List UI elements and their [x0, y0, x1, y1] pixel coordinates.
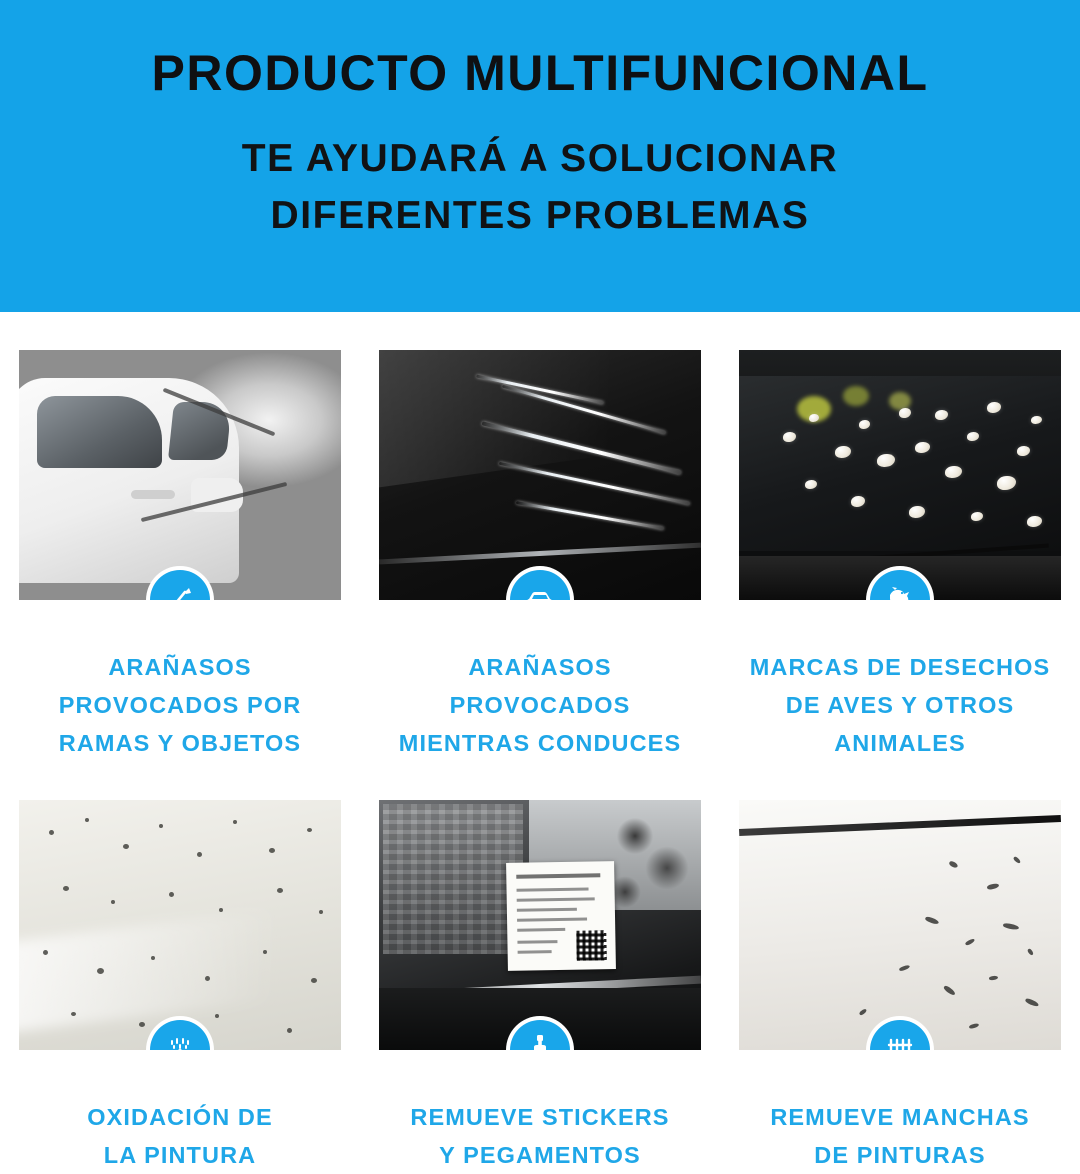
rust-spot [307, 828, 312, 832]
photo-paint-oxidation [19, 800, 341, 1050]
sticker-text-line [517, 888, 589, 892]
paint-mark [1003, 923, 1020, 931]
caption-line: PROVOCADOS [449, 692, 631, 719]
photo-windshield-droppings [739, 350, 1061, 600]
benefits-grid [0, 312, 1080, 1169]
paint-stains-icon [870, 1020, 930, 1050]
page-title: PRODUCTO MULTIFUNCIONAL [151, 45, 929, 101]
sticker-text-line [518, 950, 552, 954]
caption-line: RAMAS Y OBJETOS [58, 730, 302, 757]
sticker-text-line [517, 898, 595, 902]
paint-mark [965, 938, 976, 946]
rust-spot [49, 830, 54, 835]
caption-line: ARAÑASOS [108, 654, 252, 680]
header-subtitle-line-2: DIFERENTES PROBLEMAS [270, 193, 810, 237]
caption-line: Y PEGAMENTOS [439, 1142, 641, 1169]
car-icon [510, 570, 570, 600]
grid-cell-oxidation [0, 762, 360, 1174]
caption-line: OXIDACIÓN DE [87, 1104, 273, 1131]
paint-mark [948, 861, 958, 869]
caption-stickers [410, 1098, 669, 1174]
grid-cell-stickers [360, 762, 720, 1174]
caption-line: MARCAS DE DESECHOS [749, 654, 1051, 680]
grid-cell-paint-stains [720, 762, 1080, 1174]
paint-mark [1013, 856, 1022, 864]
caption-line: DE AVES Y OTROS [785, 692, 1015, 719]
rust-spot [233, 820, 237, 824]
rust-spot [277, 888, 283, 893]
photo-sticker-on-window [379, 800, 701, 1050]
grid-cell-scratches-branches [0, 312, 360, 762]
grid-cell-bird-droppings [720, 312, 1080, 762]
caption-scratches-branches [59, 648, 302, 762]
paint-mark [1027, 948, 1035, 956]
caption-line: ANIMALES [834, 730, 966, 757]
caption-line: LA PINTURA [103, 1142, 257, 1169]
paint-mark [989, 975, 999, 981]
sticker-text-line [517, 918, 587, 922]
bush-foliage-shape [186, 350, 341, 600]
rust-spot [159, 824, 163, 828]
paint-mark [969, 1023, 980, 1030]
header-banner [0, 0, 1080, 312]
scratch-line [516, 501, 664, 530]
rust-spot [287, 1028, 292, 1033]
rust-spot [123, 844, 129, 849]
tree-reflection-shape [605, 806, 695, 926]
header-subtitle [0, 131, 1080, 244]
caption-line: REMUEVE MANCHAS [770, 1104, 1030, 1131]
car-window-shape [37, 396, 162, 468]
sticker-shape [506, 861, 616, 971]
rust-spot [219, 908, 223, 912]
rust-spot [139, 1022, 145, 1027]
caption-line: DE PINTURAS [814, 1142, 986, 1169]
caption-oxidation [87, 1098, 273, 1174]
rust-spot [215, 1014, 219, 1018]
caption-line: ARAÑASOS [468, 654, 612, 680]
paint-mark [1025, 998, 1040, 1008]
photo-paint-stains [739, 800, 1061, 1050]
rust-spot [63, 886, 69, 891]
caption-line: REMUEVE STICKERS [410, 1104, 670, 1131]
paint-mark [987, 883, 1000, 891]
paint-glare-shape [19, 895, 341, 1036]
caption-bird-droppings [750, 648, 1051, 762]
caption-paint-stains [770, 1098, 1029, 1174]
green-stain-shape [843, 386, 869, 406]
car-handle-shape [131, 490, 175, 499]
rust-spot [111, 900, 115, 904]
caption-line: MIENTRAS CONDUCES [398, 730, 682, 757]
building-reflection-shape [383, 804, 523, 954]
paint-mark [899, 964, 911, 972]
rust-spot [169, 892, 174, 897]
caption-scratches-driving [399, 648, 681, 762]
oxidation-icon [150, 1020, 210, 1050]
sticker-qr-code [576, 930, 607, 961]
photo-black-car-scratches [379, 350, 701, 600]
rust-spot [269, 848, 275, 853]
grid-cell-scratches-driving [360, 312, 720, 762]
sticker-text-line [517, 928, 565, 932]
header-subtitle-line-1: TE AYUDARÁ A SOLUCIONAR [241, 137, 839, 180]
door-trim-shape [379, 543, 701, 565]
caption-line: PROVOCADOS POR [58, 692, 302, 719]
rust-spot [85, 818, 89, 822]
sticker-text-line [517, 940, 557, 944]
paint-mark [925, 916, 940, 925]
paint-mark [943, 985, 957, 997]
sticker-text-line [517, 908, 577, 912]
panel-edge-shape [739, 815, 1061, 836]
paint-mark [859, 1008, 868, 1016]
photo-white-car-bushes [19, 350, 341, 600]
sticker-text-line [516, 873, 600, 878]
rust-spot [197, 852, 202, 857]
